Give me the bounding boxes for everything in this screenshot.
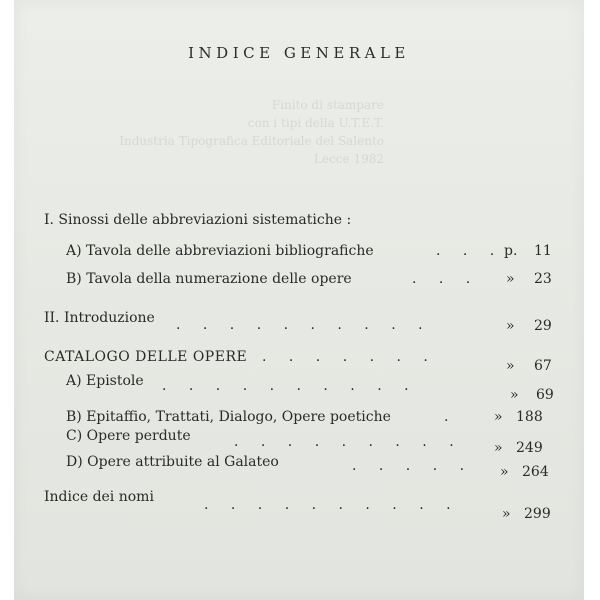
toc-entry-label: B) Epitaffio, Trattati, Dialogo, Opere poetiche xyxy=(66,409,391,425)
toc-entry-opere-attribuite xyxy=(66,454,566,480)
page-number: 299 xyxy=(524,506,551,522)
leader-dots: . . . xyxy=(412,271,471,287)
page-number: 69 xyxy=(536,387,554,403)
toc-entry-label: CATALOGO DELLE OPERE xyxy=(44,349,248,365)
show-through-text: con i tipi della U.T.E.T. xyxy=(247,116,384,130)
leader-dots: . . . . . . . xyxy=(262,349,428,365)
page-marker: » xyxy=(494,409,503,425)
toc-entry-opere-perdute xyxy=(66,428,566,456)
show-through-text: Lecce 1982 xyxy=(314,152,384,166)
page-marker: p. xyxy=(504,243,518,259)
page-marker: » xyxy=(494,440,503,456)
toc-entry-tavola-abbreviazioni xyxy=(66,243,566,263)
leader-dots: . xyxy=(444,409,449,425)
toc-entry-label: C) Opere perdute xyxy=(66,428,191,444)
page-marker: » xyxy=(502,506,511,522)
book-page xyxy=(14,0,584,600)
toc-entry-catalogo xyxy=(44,349,564,374)
leader-dots: . . . xyxy=(436,243,495,259)
show-through-text: Finito di stampare xyxy=(271,98,384,112)
toc-entry-tavola-numerazione xyxy=(66,271,566,291)
page-marker: » xyxy=(510,387,519,403)
toc-entry-indice-nomi xyxy=(44,489,564,522)
page-number: 23 xyxy=(534,271,552,287)
page-number: 264 xyxy=(522,464,549,480)
page-number: 67 xyxy=(534,358,552,374)
leader-dots: . . . . . . . . . . xyxy=(162,378,409,394)
leader-dots: . . . . . . . . . . xyxy=(204,497,451,513)
toc-entry-label: A) Epistole xyxy=(66,373,144,389)
toc-entry-epitaffio xyxy=(66,409,566,429)
toc-entry-label: B) Tavola della numerazione delle opere xyxy=(66,271,352,287)
toc-entry-label: A) Tavola delle abbreviazioni bibliografiche xyxy=(66,243,374,259)
leader-dots: . . . . . . . . . . xyxy=(176,317,423,333)
toc-entry-sinossi xyxy=(44,212,564,232)
leader-dots: . . . . . xyxy=(352,458,465,474)
leader-dots: . . . . . . . . . xyxy=(234,434,454,450)
toc-entry-label: Indice dei nomi xyxy=(44,489,154,505)
toc-entry-label: I. Sinossi delle abbreviazioni sistematiche : xyxy=(44,212,352,228)
page-number: 249 xyxy=(516,440,543,456)
page-number: 11 xyxy=(534,243,552,259)
toc-entry-introduzione xyxy=(44,310,564,334)
page-marker: » xyxy=(500,464,509,480)
toc-entry-label: II. Introduzione xyxy=(44,310,155,326)
page-number: 29 xyxy=(534,318,552,334)
page-marker: » xyxy=(506,271,515,287)
show-through-text: Industria Tipografica Editoriale del Salento xyxy=(119,134,384,148)
page-marker: » xyxy=(506,318,515,334)
toc-entry-label: D) Opere attribuite al Galateo xyxy=(66,454,279,470)
page-title: INDICE GENERALE xyxy=(188,44,410,62)
page-marker: » xyxy=(506,358,515,374)
page-number: 188 xyxy=(516,409,543,425)
toc-entry-epistole xyxy=(66,373,566,403)
